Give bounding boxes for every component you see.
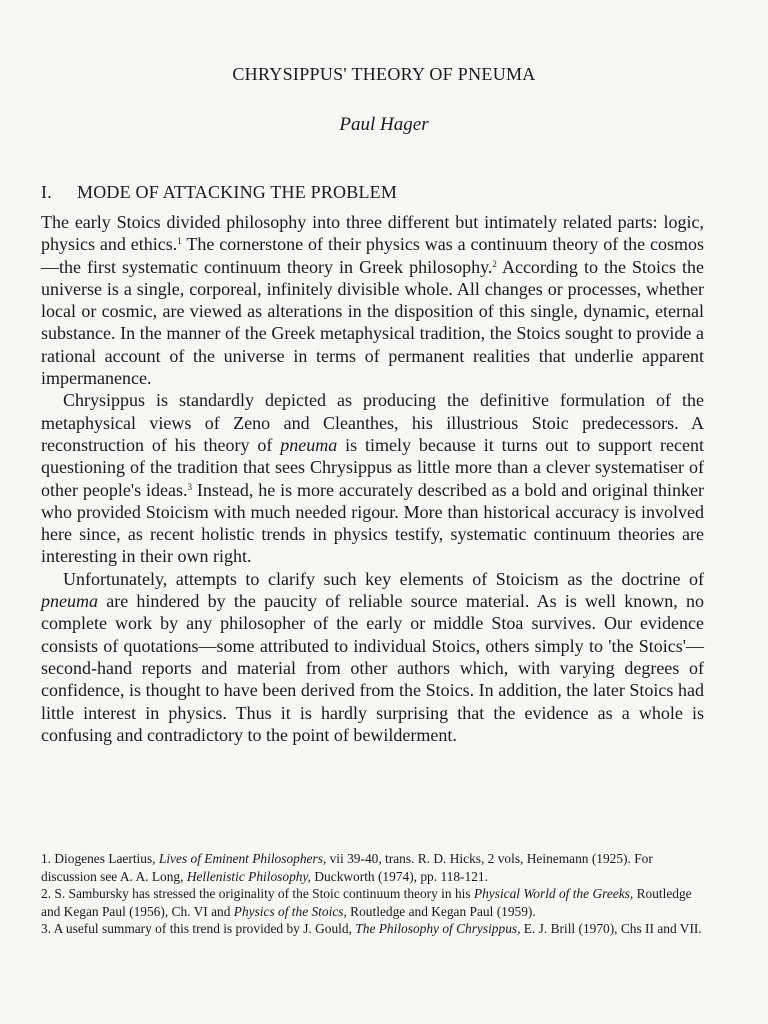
italic-title: Lives of Eminent Philosophers, [158, 851, 327, 866]
footnote-1 [41, 850, 704, 885]
italic-title: Physics of the Stoics, [233, 903, 347, 919]
text-run: Instead, he is more accurately described as a bold and original thinker who provided Stoicism with much needed rigour. More than historical accuracy is involved here since, as recent holistic trends in physics testify, systematic continuum theories are interesting in their own right. [41, 479, 704, 567]
text-run: 3. A useful summary of this trend is provided by J. Gould, [41, 921, 356, 936]
text-run: Unfortunately, attempts to clarify such key elements of Stoicism as the doctrine of [63, 568, 704, 589]
text-run: The cornerstone of their physics was a continuum theory of the cosmos—the first systematic continuum theory in Greek philosophy. [41, 234, 704, 277]
text-run: is timely because it turns out to support recent questioning of the tradition that sees Chrysippus as little more than a clever systematiser of other people's ideas. [41, 434, 704, 500]
paragraph-1 [41, 211, 704, 389]
section-number: I. [41, 182, 52, 202]
text-run: 2. S. Sambursky has stressed the originality of the Stoic continuum theory in his [41, 886, 474, 901]
article-title: CHRYSIPPUS' THEORY OF PNEUMA [232, 64, 536, 84]
footnote-ref-3: 3 [187, 481, 192, 492]
text-run: Duckworth (1974), pp. 118-121. [311, 868, 488, 884]
italic-title: Physical World of the Greeks, [473, 886, 634, 901]
body-text [41, 211, 704, 746]
text-run: E. J. Brill (1970), Chs II and VII. [520, 921, 702, 936]
text-run: are hindered by the paucity of reliable source material. As is well known, no complete work by any philosopher of the early or middle Stoa survives. Our evidence consists of quotations—some attributed to individual Stoics, others simply to 'the Stoics'—second-hand reports and material from other authors which, with varying degrees of confidence, is thought to have been derived from the Stoics. In addition, the later Stoics had little interest in physics. Thus it is hardly surprising that the evidence as a whole is confusing and contradictory to the point of bewilderment. [41, 591, 704, 745]
text-run: vii 39-40, trans. R. D. Hicks, 2 vols, Heinemann (1925). For discussion see A. A. Long, [41, 851, 653, 884]
paragraph-2 [41, 389, 704, 567]
text-run: 1. Diogenes Laertius, [41, 851, 159, 866]
italic-title: Hellenistic Philosophy, [186, 868, 312, 884]
section-heading [41, 182, 397, 203]
section-title: MODE OF ATTACKING THE PROBLEM [77, 182, 398, 202]
footnote-ref-1: 1 [177, 236, 182, 247]
italic-term: pneuma [280, 434, 338, 455]
text-run: According to the Stoics the universe is a single, corporeal, infinitely divisible whole. All changes or processes, whether local or cosmic, are viewed as alterations in the disposition of this single, dynamic, eternal substance. In the manner of the Greek metaphysical tradition, the Stoics sought to provide a rational account of the universe in terms of permanent realities that underlie apparent impermanence. [41, 256, 705, 389]
italic-title: The Philosophy of Chrysippus, [355, 921, 521, 936]
text-run: Routledge and Kegan Paul (1956), Ch. VI and [41, 886, 692, 919]
footnote-2 [41, 885, 704, 920]
footnotes [41, 850, 704, 938]
italic-term: pneuma [41, 591, 98, 612]
text-run: The early Stoics divided philosophy into three different but intimately related parts: logic, physics and ethics. [41, 212, 704, 255]
author-name: Paul Hager [339, 114, 429, 135]
footnote-ref-2: 2 [492, 258, 497, 269]
footnote-3 [41, 920, 704, 938]
paragraph-3 [41, 568, 704, 746]
text-run: Chrysippus is standardly depicted as producing the definitive formulation of the metaphysical views of Zeno and Cleanthes, his illustrious Stoic predecessors. A reconstruction of his theory of [41, 390, 704, 455]
text-run: Routledge and Kegan Paul (1959). [346, 903, 536, 919]
